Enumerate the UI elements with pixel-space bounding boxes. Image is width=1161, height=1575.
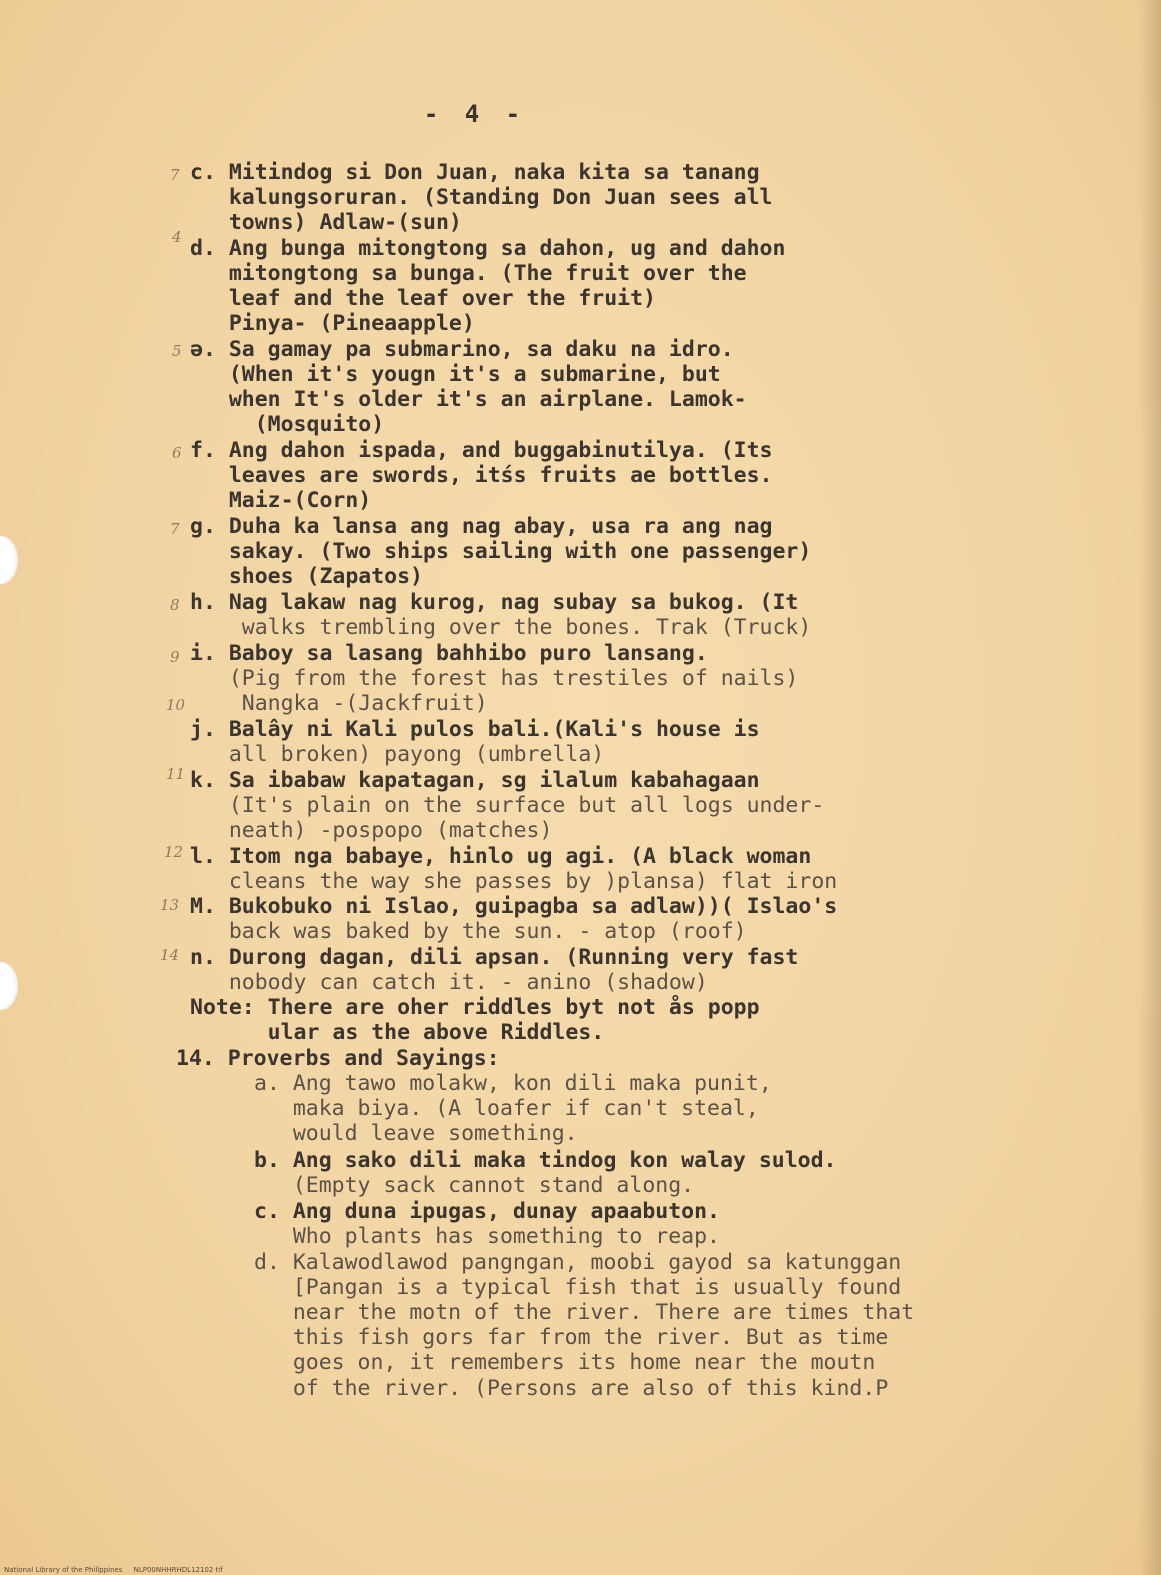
text-line: Who plants has something to reap.: [254, 1224, 720, 1249]
text-line: h. Nag lakaw nag kurog, nag subay sa bukog. (It: [190, 590, 799, 615]
text-line: of the river. (Persons are also of this kind.P: [254, 1376, 889, 1401]
text-line: walks trembling over the bones. Trak (Truck): [190, 615, 812, 640]
text-line: cleans the way she passes by )plansa) flat iron: [190, 869, 838, 894]
text-line: a. Ang tawo molakw, kon dili maka punit,: [254, 1071, 772, 1096]
text-line: near the motn of the river. There are times that: [254, 1300, 915, 1325]
margin-number: 14: [160, 946, 180, 964]
text-line: c. Ang duna ipugas, dunay apaabuton.: [254, 1199, 720, 1224]
text-line: all broken) payong (umbrella): [190, 742, 605, 767]
text-line: d. Kalawodlawod pangngan, moobi gayod sa katunggan: [254, 1250, 902, 1275]
margin-number: 4: [172, 228, 182, 246]
text-line: i. Baboy sa lasang bahhibo puro lansang.: [190, 641, 708, 666]
text-line: (Mosquito): [190, 412, 385, 437]
text-line: Maiz-(Corn): [190, 488, 372, 513]
margin-number: 7: [170, 520, 180, 538]
punch-hole-top: [0, 536, 18, 584]
margin-number: 8: [170, 596, 180, 614]
margin-number: 6: [172, 444, 182, 462]
text-line: nobody can catch it. - anino (shadow): [190, 970, 708, 995]
margin-number: 9: [170, 648, 180, 666]
text-line: back was baked by the sun. - atop (roof): [190, 919, 747, 944]
page-edge-shadow: [1139, 0, 1161, 1575]
margin-number: 12: [164, 843, 184, 861]
margin-number: 11: [166, 765, 186, 783]
text-line: would leave something.: [254, 1121, 578, 1146]
section-heading: 14. Proverbs and Sayings:: [176, 1046, 500, 1071]
text-line: leaves are swords, itśs fruits ae bottles.: [190, 463, 773, 488]
text-line: Nangka -(Jackfruit): [190, 691, 488, 716]
text-line: n. Durong dagan, dili apsan. (Running very fast: [190, 945, 799, 970]
text-line: (When it's yougn it's a submarine, but: [190, 362, 721, 387]
text-line: this fish gors far from the river. But as time: [254, 1325, 889, 1350]
text-line: shoes (Zapatos): [190, 564, 423, 589]
margin-number: 10: [166, 696, 186, 714]
text-line: ə. Sa gamay pa submarino, sa daku na idro.: [190, 337, 734, 362]
text-line: goes on, it remembers its home near the moutn: [254, 1350, 876, 1375]
text-line: [Pangan is a typical fish that is usually found: [254, 1275, 902, 1300]
text-line: b. Ang sako dili maka tindog kon walay sulod.: [254, 1148, 837, 1173]
note-line: Note: There are oher riddles byt not ås popp: [190, 995, 760, 1020]
text-line: leaf and the leaf over the fruit): [190, 286, 656, 311]
text-line: Pinya- (Pineaapple): [190, 311, 475, 336]
text-line: k. Sa ibabaw kapatagan, sg ilalum kabahagaan: [190, 768, 760, 793]
text-line: c. Mitindog si Don Juan, naka kita sa tanang: [190, 160, 760, 185]
note-line: ular as the above Riddles.: [190, 1020, 605, 1045]
text-line: maka biya. (A loafer if can't steal,: [254, 1096, 759, 1121]
text-line: sakay. (Two ships sailing with one passenger): [190, 539, 812, 564]
text-line: (Empty sack cannot stand along.: [254, 1173, 695, 1198]
margin-number: 7: [170, 166, 180, 184]
text-line: kalungsoruran. (Standing Don Juan sees all: [190, 185, 773, 210]
text-line: mitongtong sa bunga. (The fruit over the: [190, 261, 747, 286]
text-line: neath) -pospopo (matches): [190, 818, 553, 843]
text-line: towns) Adlaw-(sun): [190, 210, 462, 235]
text-line: j. Balây ni Kali pulos bali.(Kali's house is: [190, 717, 760, 742]
scan-footer: National Library of the Philippines NLP00NHHRHDL12102 tif: [4, 1566, 223, 1574]
margin-number: 13: [160, 896, 180, 914]
text-line: g. Duha ka lansa ang nag abay, usa ra ang nag: [190, 514, 773, 539]
text-line: d. Ang bunga mitongtong sa dahon, ug and dahon: [190, 236, 786, 261]
text-line: (Pig from the forest has trestiles of nails): [190, 666, 799, 691]
text-line: f. Ang dahon ispada, and buggabinutilya. (Its: [190, 438, 773, 463]
text-line: M. Bukobuko ni Islao, guipagba sa adlaw))( Islao's: [190, 894, 838, 919]
punch-hole-bottom: [0, 962, 18, 1010]
text-line: when It's older it's an airplane. Lamok-: [190, 387, 747, 412]
margin-number: 5: [172, 342, 182, 360]
text-line: l. Itom nga babaye, hinlo ug agi. (A black woman: [190, 844, 812, 869]
page-number: - 4 -: [423, 100, 527, 128]
text-line: (It's plain on the surface but all logs under-: [190, 793, 825, 818]
